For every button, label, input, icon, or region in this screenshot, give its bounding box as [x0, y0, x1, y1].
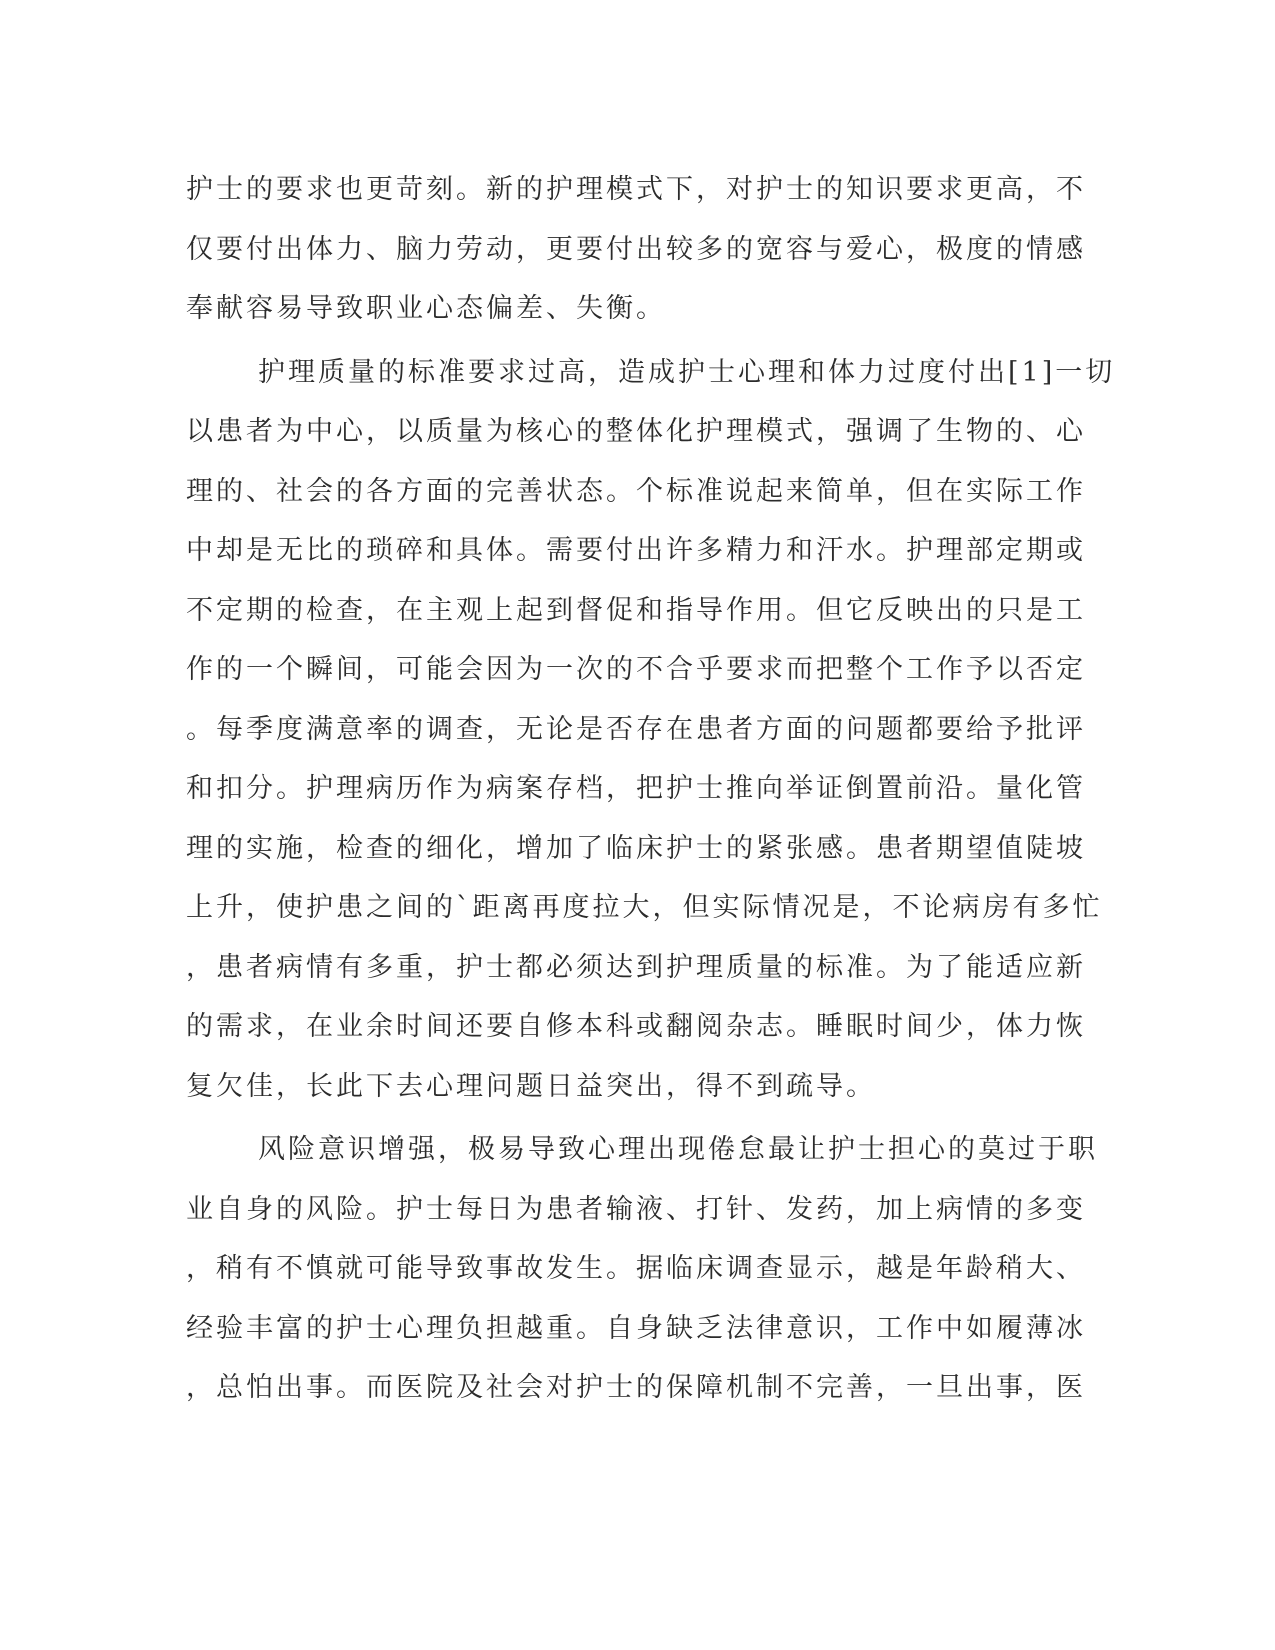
paragraph-3	[186, 1120, 1098, 1418]
text-line: 作的一个瞬间，可能会因为一次的不合乎要求而把整个工作予以否定	[186, 654, 1086, 685]
text-line: 经验丰富的护士心理负担越重。自身缺乏法律意识，工作中如履薄冰	[186, 1312, 1086, 1344]
text-line: 业自身的风险。护士每日为患者输液、打针、发药，加上病情的多变	[186, 1193, 1086, 1225]
text-line: 和扣分。护理病历作为病案存档，把护士推向举证倒置前沿。量化管	[186, 773, 1086, 804]
text-line: ，稍有不慎就可能导致事故发生。据临床调查显示，越是年龄稍大、	[186, 1253, 1086, 1284]
text-line: 上升，使护患之间的`距离再度拉大，但实际情况是，不论病房有多忙	[186, 892, 1103, 923]
text-line: 的需求，在业余时间还要自修本科或翻阅杂志。睡眠时间少，体力恢	[186, 1011, 1086, 1042]
paragraph-1	[186, 160, 1086, 339]
text-line: 复欠佳，长此下去心理问题日益突出，得不到疏导。	[186, 1070, 876, 1102]
text-line: 理的实施，检查的细化，增加了临床护士的紧张感。患者期望值陡坡	[186, 832, 1086, 864]
text-line: 奉献容易导致职业心态偏差、失衡。	[186, 293, 666, 324]
text-line: ，患者病情有多重，护士都必须达到护理质量的标准。为了能适应新	[186, 951, 1086, 983]
paragraph-2	[186, 343, 1116, 1117]
text-line: 中却是无比的琐碎和具体。需要付出许多精力和汗水。护理部定期或	[186, 535, 1086, 566]
text-line: 。每季度满意率的调查，无论是否存在患者方面的问题都要给予批评	[186, 713, 1086, 745]
text-line: 护理质量的标准要求过高，造成护士心理和体力过度付出[1]一切	[258, 356, 1116, 388]
text-line: ，总怕出事。而医院及社会对护士的保障机制不完善，一旦出事，医	[186, 1372, 1086, 1403]
text-line: 护士的要求也更苛刻。新的护理模式下，对护士的知识要求更高，不	[186, 174, 1086, 205]
text-line: 风险意识增强，极易导致心理出现倦怠最让护士担心的莫过于职	[258, 1134, 1098, 1165]
text-line: 理的、社会的各方面的完善状态。个标准说起来简单，但在实际工作	[186, 475, 1086, 507]
body-text	[186, 160, 1116, 1418]
text-line: 仅要付出体力、脑力劳动，更要付出较多的宽容与爱心，极度的情感	[186, 233, 1086, 265]
text-line: 以患者为中心，以质量为核心的整体化护理模式，强调了生物的、心	[186, 416, 1086, 447]
text-line: 不定期的检查，在主观上起到督促和指导作用。但它反映出的只是工	[186, 594, 1086, 626]
